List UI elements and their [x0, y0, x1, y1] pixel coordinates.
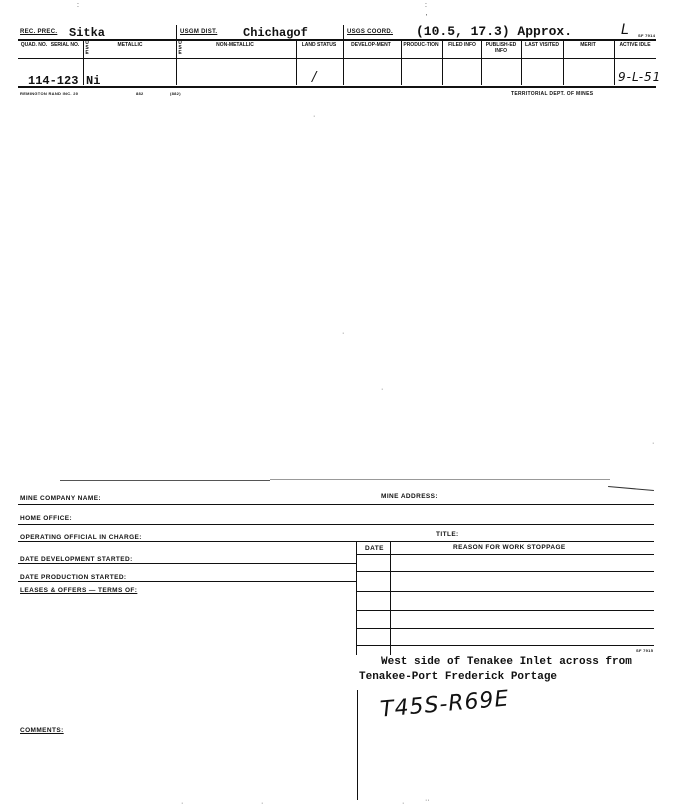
department-footer: TERRITORIAL DEPT. OF MINES	[511, 91, 594, 97]
divider	[614, 40, 615, 85]
header-non-metallic: NON-METALLIC	[216, 42, 254, 48]
header-use-metallic: U S E	[85, 40, 89, 56]
header-use-nonmetallic: U S E	[178, 40, 182, 56]
header-published-info: PUBLISH-ED INFO	[485, 42, 517, 54]
mine-address-label: MINE ADDRESS:	[381, 493, 438, 500]
divider	[357, 690, 358, 800]
divider	[83, 40, 84, 85]
header-metallic: METALLIC	[117, 42, 143, 48]
card-edge	[270, 479, 610, 480]
card-edge	[60, 480, 270, 481]
rule	[356, 628, 654, 629]
printer-number: 882	[136, 91, 144, 96]
header-production: PRODUC-TION	[403, 42, 439, 48]
rule	[18, 581, 356, 582]
rule	[18, 563, 356, 564]
usgs-coord-value: (10.5, 17.3) Approx.	[416, 24, 573, 39]
usgm-dist-label: USGM DIST.	[180, 29, 218, 35]
rec-prec-label: REC. PREC.	[20, 29, 58, 35]
comments-label: COMMENTS:	[20, 727, 64, 734]
bottom-form-number: SF 7915	[636, 648, 654, 653]
scan-mark: '	[426, 14, 428, 21]
divider	[401, 40, 402, 85]
metallic-value: Ni	[86, 74, 101, 88]
rule	[18, 524, 654, 525]
rec-prec-value: Sitka	[69, 26, 106, 40]
scan-mark: ·	[342, 330, 345, 337]
header-merit: MERIT	[580, 42, 596, 48]
header-quad-no: QUAD. NO.	[20, 42, 48, 48]
divider	[390, 541, 391, 655]
date-production-started-label: DATE PRODUCTION STARTED:	[20, 574, 127, 581]
header-filed-info: FILED INFO	[448, 42, 476, 48]
card-edge	[608, 486, 654, 491]
reason-header: REASON FOR WORK STOPPAGE	[453, 544, 566, 551]
location-line-2: Tenakee-Port Frederick Portage	[359, 671, 558, 683]
divider	[481, 40, 482, 85]
scan-mark: ·	[402, 800, 405, 807]
rule	[18, 541, 654, 542]
rule	[18, 504, 654, 505]
date-header: DATE	[365, 545, 384, 552]
scan-mark: :	[425, 2, 427, 9]
leases-offers-label: LEASES & OFFERS — TERMS OF:	[20, 587, 138, 594]
quad-serial-value: 114-123	[28, 74, 79, 88]
header-active-idle: ACTIVE IDLE	[619, 42, 651, 48]
home-office-label: HOME OFFICE:	[20, 515, 73, 522]
scan-mark: ·	[381, 386, 384, 393]
scan-mark: :	[77, 2, 79, 9]
mine-company-name-label: MINE COMPANY NAME:	[20, 495, 101, 502]
rule	[356, 610, 654, 611]
divider	[521, 40, 522, 85]
rule	[18, 86, 656, 88]
usgs-coord-label: USGS COORD.	[347, 29, 393, 35]
form-number: SF 7914	[638, 33, 656, 38]
printer-footer: REMINGTON RAND INC. 20	[20, 91, 79, 96]
scan-mark: ·	[261, 800, 264, 807]
rule	[356, 645, 654, 646]
header-land-status: LAND STATUS	[301, 42, 337, 48]
divider	[356, 541, 357, 655]
divider	[296, 40, 297, 85]
divider	[563, 40, 564, 85]
rule	[18, 39, 656, 41]
handwritten-township-range: T45S-R69E	[379, 686, 511, 723]
scan-mark: ·	[181, 800, 184, 807]
rule	[356, 591, 654, 592]
rule	[356, 571, 654, 572]
land-status-mark: /	[312, 70, 318, 85]
header-development: DEVELOP-MENT	[351, 42, 391, 48]
scan-mark: ··	[425, 797, 430, 804]
divider	[343, 25, 344, 85]
coord-handwritten-mark: L	[621, 22, 630, 38]
rule	[18, 58, 656, 59]
usgm-dist-value: Chichagof	[243, 26, 308, 40]
printer-code: (882)	[170, 91, 181, 96]
date-development-started-label: DATE DEVELOPMENT STARTED:	[20, 556, 133, 563]
rule	[356, 554, 654, 555]
scan-mark: ·	[313, 113, 316, 120]
title-label: TITLE:	[436, 531, 459, 538]
scan-mark: ·	[652, 440, 655, 447]
divider	[176, 25, 177, 85]
header-last-visited: LAST VISITED	[525, 42, 559, 48]
location-line-1: West side of Tenakee Inlet across from	[381, 656, 632, 668]
header-serial-no: SERIAL NO.	[50, 42, 80, 48]
divider	[442, 40, 443, 85]
active-idle-mark: 9-L-51	[618, 70, 662, 84]
operating-official-label: OPERATING OFFICIAL IN CHARGE:	[20, 534, 142, 541]
